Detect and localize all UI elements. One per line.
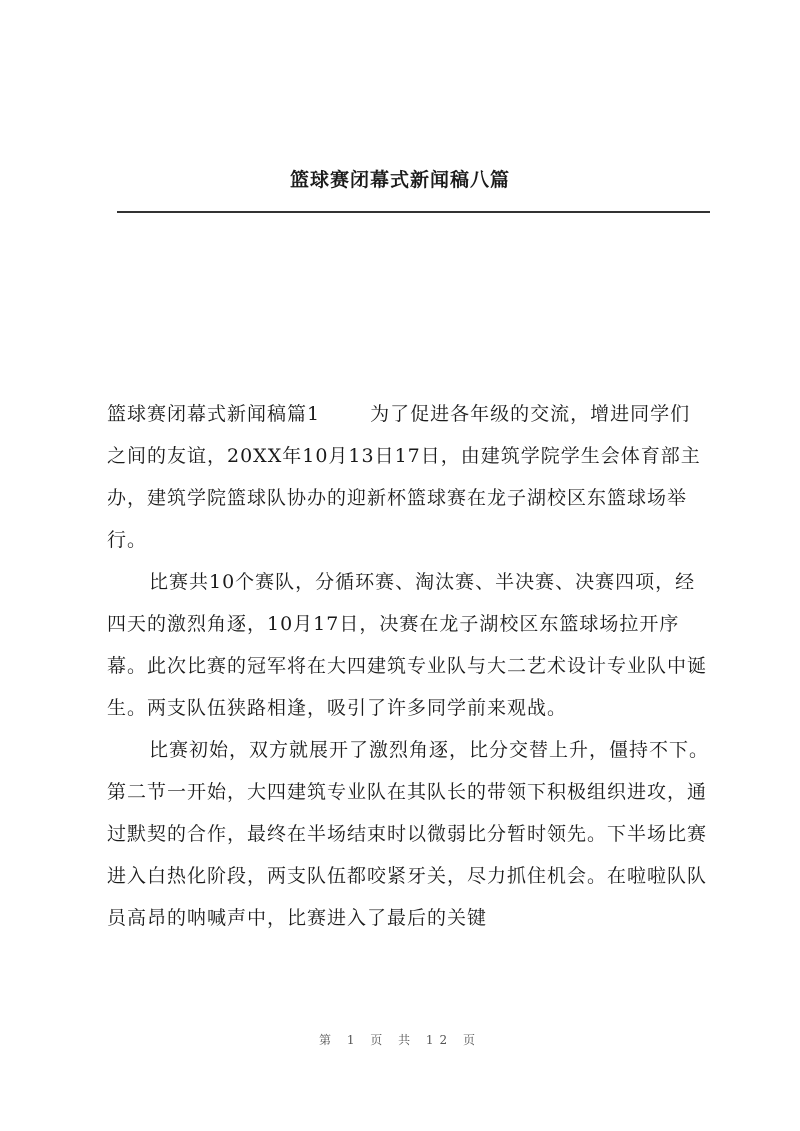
page-footer: 第 1 页 共 12 页 — [319, 1033, 481, 1047]
article-paragraph-2: 比赛共10个赛队，分循环赛、淘汰赛、半决赛、决赛四项，经四天的激烈角逐，10月17日，决赛在龙子湖校区东篮球场拉开序幕。此次比赛的冠军将在大四建筑专业队与大二艺术设计专业队中诞生。两支队伍狭路相逢，吸引了许多同学前来观战。 — [107, 571, 708, 719]
document-title: 篮球赛闭幕式新闻稿八篇 — [289, 169, 510, 191]
article-heading: 篮球赛闭幕式新闻稿篇1 — [107, 403, 321, 425]
article-paragraph-3: 比赛初始，双方就展开了激烈角逐，比分交替上升，僵持不下。第二节一开始，大四建筑专业队在其队长的带领下积极组织进攻，通过默契的合作，最终在半场结束时以微弱比分暂时领先。下半场比赛进入白热化阶段，两支队伍都咬紧牙关，尽力抓住机会。在啦啦队队员高昂的呐喊声中，比赛进入了最后的关键 — [107, 739, 710, 929]
article-paragraph-1-text: 为了促进各年级的交流，增进同学们之间的友谊，20XX年10月13日17日，由建筑学院学生会体育部主办，建筑学院篮球队协办的迎新杯篮球赛在龙子湖校区东篮球场举行。 — [107, 403, 701, 551]
article-paragraph-1 — [107, 393, 710, 561]
title-underline — [117, 211, 710, 213]
article-body — [107, 393, 710, 939]
